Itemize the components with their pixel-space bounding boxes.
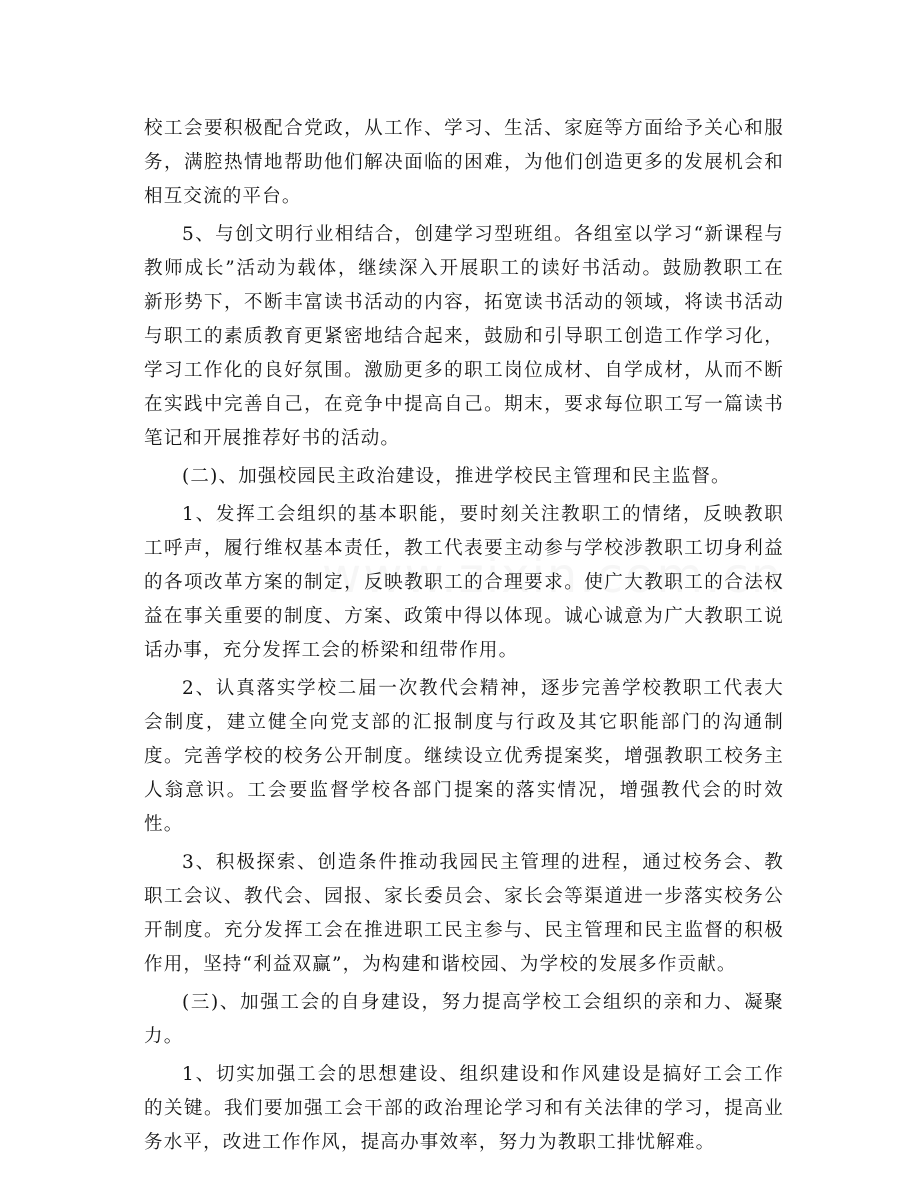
paragraph-item-5: 5、与创文明行业相结合，创建学习型班组。各组室以学习“新课程与教师成长”活动为载体，继续深入开展职工的读好书活动。鼓励教职工在新形势下，不断丰富读书活动的内容，拓宽读书活动的领域，将读书活动与职工的素质教育更紧密地结合起来，鼓励和引导职工创造工作学习化，学习工作化的良好氛围。激励更多的职工岗位成材、自学成材，从而不断在实践中完善自己，在竞争中提高自己。期末，要求每位职工写一篇读书笔记和开展推荐好书的活动。: [144, 224, 784, 449]
paragraph-continuation: 校工会要积极配合党政，从工作、学习、生活、家庭等方面给予关心和服务，满腔热情地帮助他们解决面临的困难，为他们创造更多的发展机会和相互交流的平台。: [144, 118, 784, 207]
paragraph-item-1: 1、发挥工会组织的基本职能，要时刻关注教职工的情绪，反映教职工呼声，履行维权基本责任，教工代表要主动参与学校涉教职工切身利益的各项改革方案的制定，反映教职工的合理要求。使广大教职工的合法权益在事关重要的制度、方案、政策中得以体现。诚心诚意为广大教职工说话办事，充分发挥工会的桥梁和纽带作用。: [144, 504, 784, 661]
paragraph-item-1-section-3: 1、切实加强工会的思想建设、组织建设和作风建设是搞好工会工作的关键。我们要加强工会干部的政治理论学习和有关法律的学习，提高业务水平，改进工作作风，提高办事效率，努力为教职工排忧解难。: [144, 1064, 784, 1153]
paragraph-item-2: 2、认真落实学校二届一次教代会精神，逐步完善学校教职工代表大会制度，建立健全向党支部的汇报制度与行政及其它职能部门的沟通制度。完善学校的校务公开制度。继续设立优秀提案奖，增强教职工校务主人翁意识。工会要监督学校各部门提案的落实情况，增强教代会的时效性。: [144, 678, 784, 835]
section-heading-2: (二)、加强校园民主政治建设，推进学校民主管理和民主监督。: [182, 466, 731, 487]
section-heading-3: (三)、加强工会的自身建设，努力提高学校工会组织的亲和力、凝聚力。: [144, 992, 784, 1047]
paragraph-item-3: 3、积极探索、创造条件推动我园民主管理的进程，通过校务会、教职工会议、教代会、园报、家长委员会、家长会等渠道进一步落实校务公开制度。充分发挥工会在推进职工民主参与、民主管理和民主监督的积极作用，坚持“利益双赢”，为构建和谐校园、为学校的发展多作贡献。: [144, 852, 784, 975]
document-body: [144, 112, 784, 1160]
